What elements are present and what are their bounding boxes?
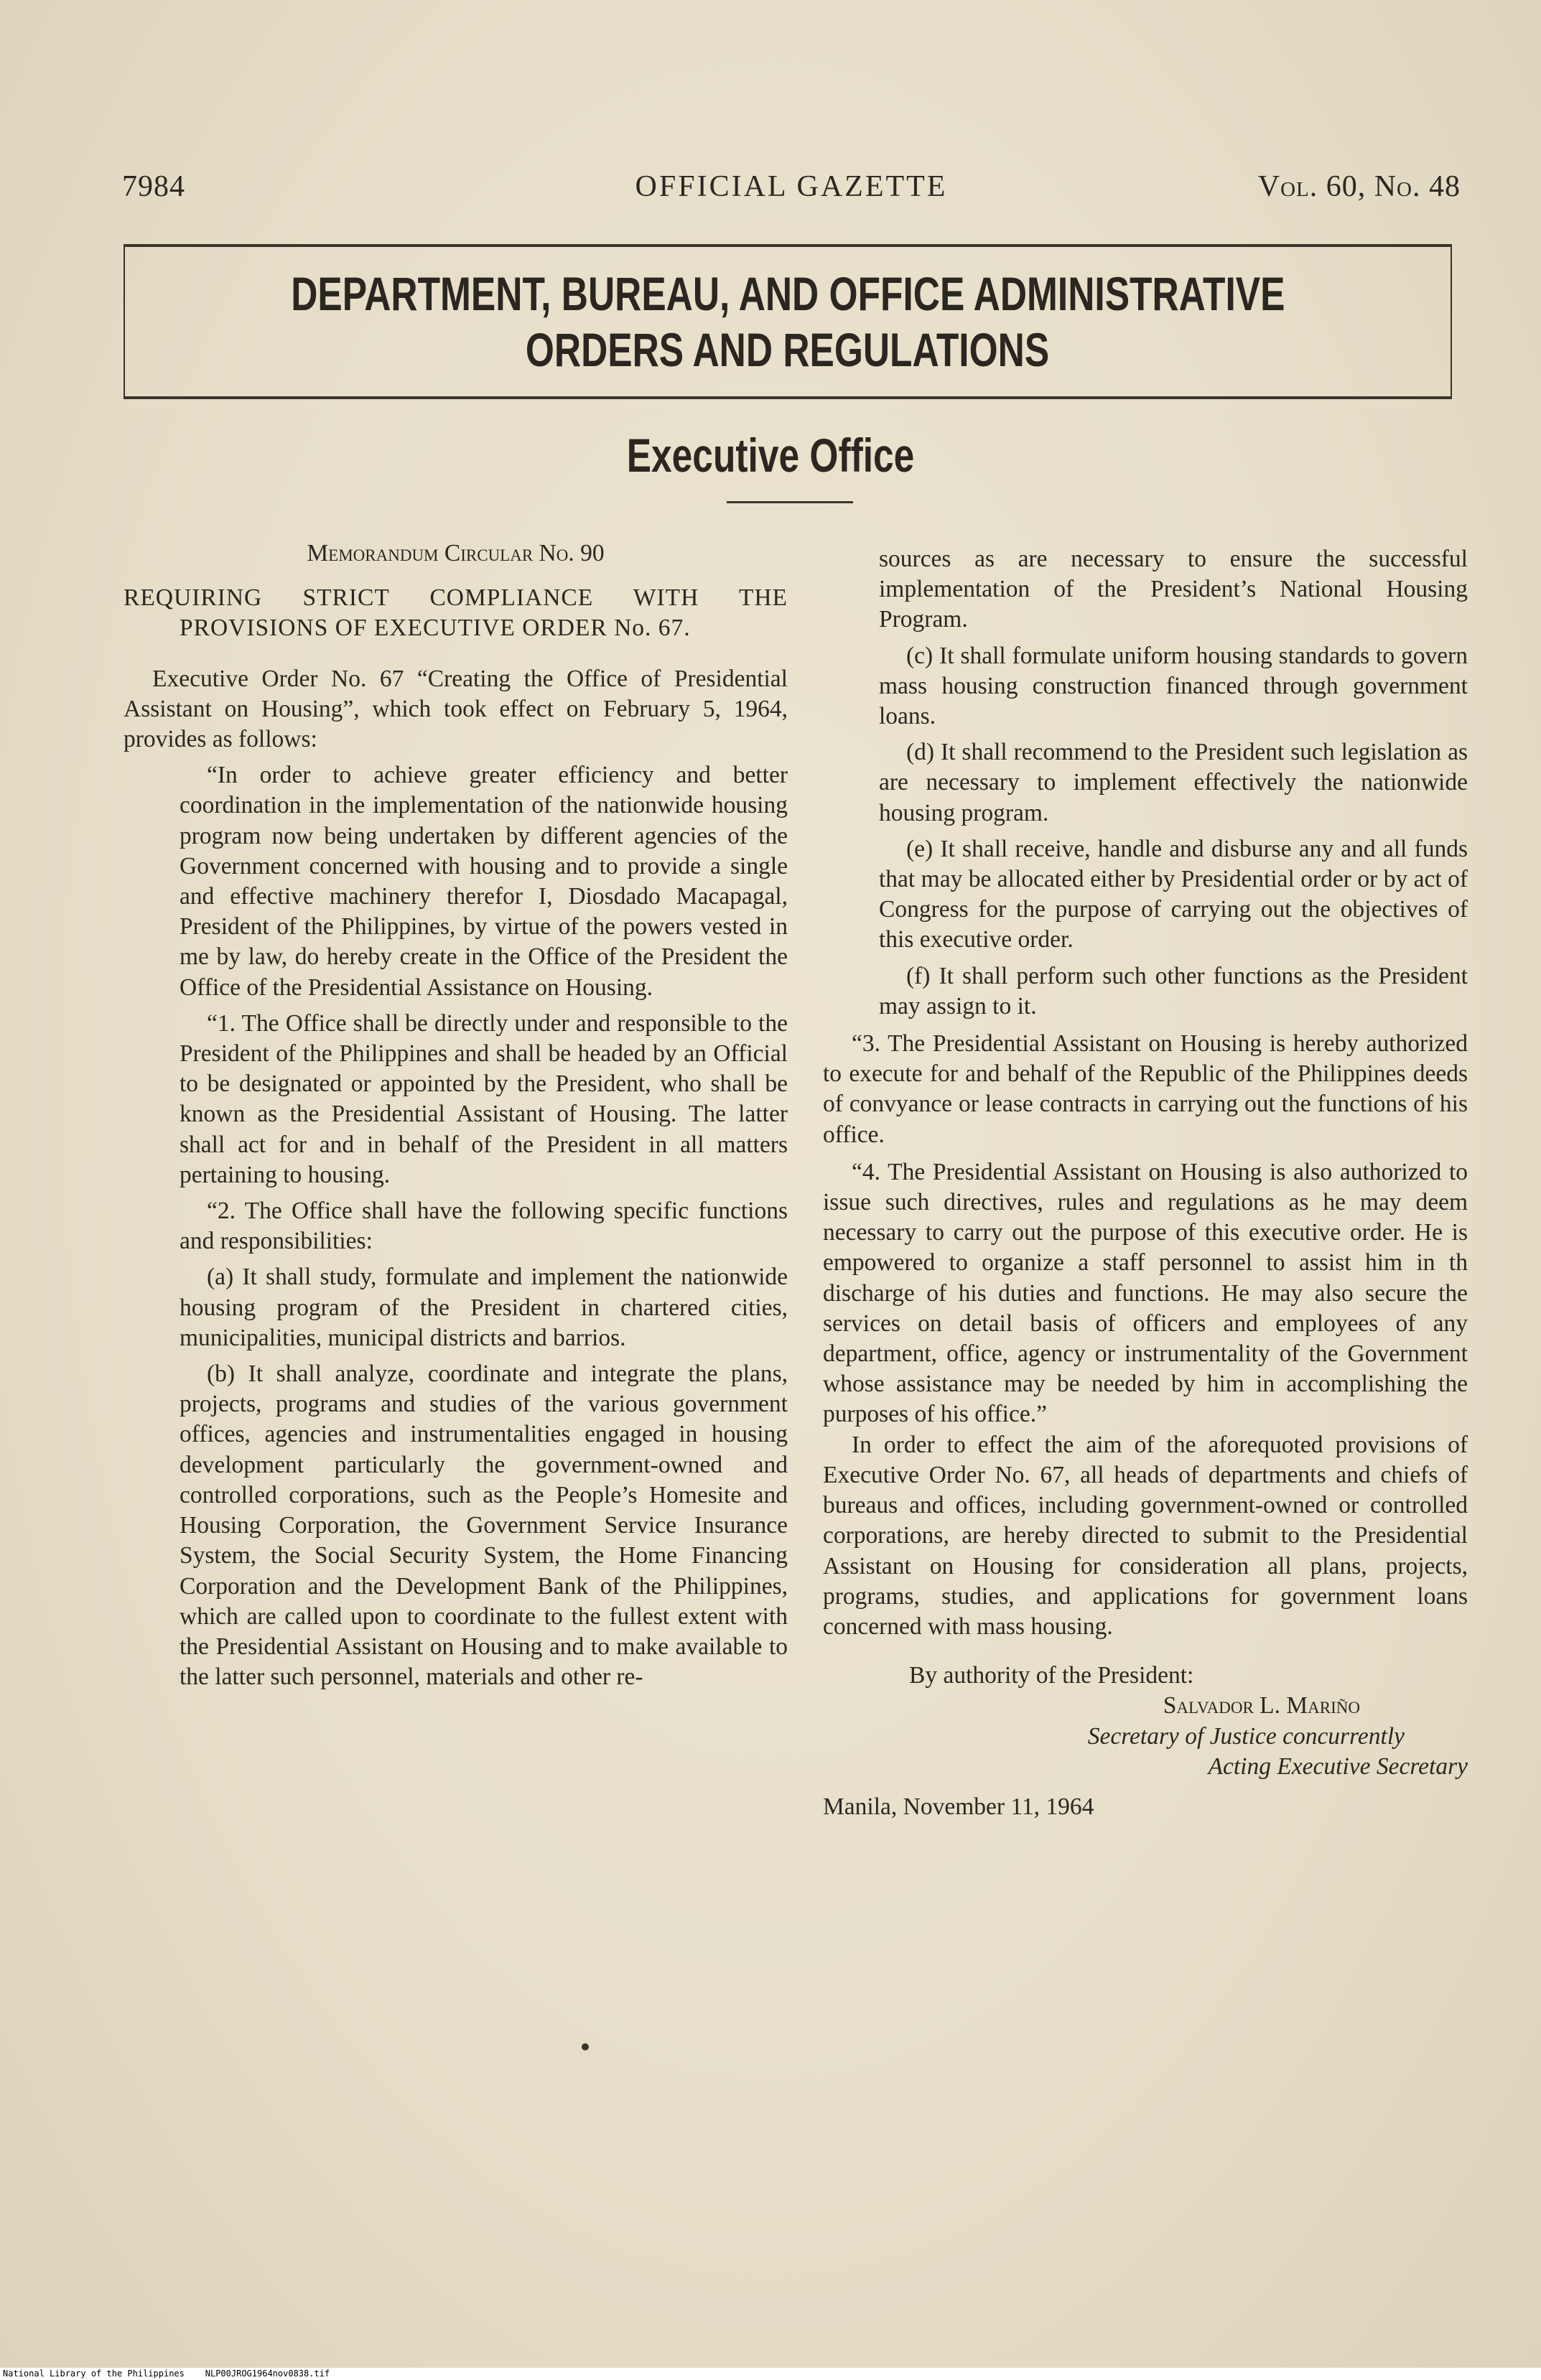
circular-number: Memorandum Circular No. 90 — [307, 540, 605, 566]
item-f: (f) It shall perform such other functions as the President may assign to it. — [879, 962, 1468, 1019]
item-b-part-2: sources as are necessary to ensure the successful implementation of the President’s National Housing Program. — [879, 546, 1468, 633]
item-b-part-1: (b) It shall analyze, coordinate and integrate the plans, projects, programs and studies of the various government offices, agencies and instrumentalities engaged in housing development particularly the government-owned and controlled corporations, such as the People’s Homesite and Housing Corporation, the Government Service Insurance System, the Social Security System, the Home Financing Corporation and the Development Bank of the Philippines, which are called upon to coordinate to the fullest extent with the Presidential Assistant on Housing and to make available to the latter such personnel, materials and other re- — [180, 1361, 788, 1691]
office-heading: Executive Office — [626, 429, 915, 482]
item-a: (a) It shall study, formulate and implement the nationwide housing program of the President in chartered cities, municipalities, municipal districts and barrios. — [180, 1264, 788, 1351]
circular-title: REQUIRING STRICT COMPLIANCE WITH THE PROVISIONS OF EXECUTIVE ORDER No. 67. — [124, 584, 788, 642]
section-title-line-2: ORDERS AND REGULATIONS — [526, 323, 1050, 376]
paragraph-3: “3. The Presidential Assistant on Housing is hereby authorized to execute for and behalf of the Republic of the Philippines deeds of convyance or lease contracts in carrying out the functions of his office. — [823, 1030, 1468, 1148]
running-header — [122, 169, 1461, 213]
volume-number: Vol. 60, No. 48 — [1257, 170, 1461, 203]
heading-divider — [727, 501, 853, 503]
scan-footer-text: National Library of the Philippines NLP00JROG1964nov0838.tif — [3, 2369, 330, 2379]
item-c: (c) It shall formulate uniform housing standards to govern mass housing construction financed through government loans. — [879, 642, 1468, 730]
signatory-title-2: Acting Executive Secretary — [1208, 1753, 1468, 1780]
paragraph-1: “1. The Office shall be directly under and responsible to the President of the Philippines and shall be headed by an Official to be designated or appointed by the President, who shall be known as the Presidential Assistant of Housing. The latter shall act for and in behalf of the President in all matters pertaining to housing. — [180, 1009, 788, 1188]
authority-line: By authority of the President: — [909, 1662, 1194, 1689]
paragraph-4: “4. The Presidential Assistant on Housing is also authorized to issue such directives, rules and regulations as he may deem necessary to carry out the purpose of this executive order. He is empowered to organize a staff personnel to assist him in th discharge of his duties and functions. He may also secure the services on detail basis of officers and employees of any department, office, agency or instrumentality of the Government whose assistance may be needed by him in accomplishing the purposes of his office.” — [823, 1158, 1468, 1428]
quote-preamble: “In order to achieve greater efficiency and better coordination in the implementation of the nationwide housing program now being undertaken by different agencies of the Government concerned with housing and to provide a single and effective machinery therefor I, Diosdado Macapagal, President of the Philippines, by virtue of the powers vested in me by law, do hereby create in the Office of the President the Office of the Presidential Assistance on Housing. — [180, 762, 788, 1001]
paragraph-2: “2. The Office shall have the following specific functions and responsibilities: — [180, 1198, 788, 1255]
right-column — [823, 538, 1468, 1822]
section-title-box — [124, 244, 1452, 399]
publication-title: OFFICIAL GAZETTE — [635, 170, 948, 203]
item-e: (e) It shall receive, handle and disburse any and all funds that may be allocated either by Presidential order or by act of Congress for the purpose of carrying out the objectives of this executive order. — [879, 835, 1468, 953]
directive-paragraph: In order to effect the aim of the aforequoted provisions of Executive Order No. 67, all heads of departments and chiefs of bureaus and offices, including government-owned or controlled corporations, are hereby directed to submit to the Presidential Assistant on Housing for consideration all plans, projects, programs, studies, and applications for government loans concerned with mass housing. — [823, 1431, 1468, 1640]
signatory-title-1: Secretary of Justice concurrently — [1087, 1722, 1405, 1750]
intro-paragraph: Executive Order No. 67 “Creating the Office of Presidential Assistant on Housing”, which took effect on February 5, 1964, provides as follows: — [124, 665, 788, 753]
page-number: 7984 — [122, 170, 185, 203]
item-d: (d) It shall recommend to the President such legislation as are necessary to implement effectively the nationwide housing program. — [879, 739, 1468, 826]
section-title-line-1: DEPARTMENT, BUREAU, AND OFFICE ADMINISTRATIVE — [290, 267, 1285, 320]
signatory-name: Salvador L. Mariño — [1163, 1692, 1360, 1719]
print-dot — [582, 2043, 589, 2050]
left-column — [124, 538, 788, 1692]
place-and-date: Manila, November 11, 1964 — [823, 1793, 1094, 1820]
